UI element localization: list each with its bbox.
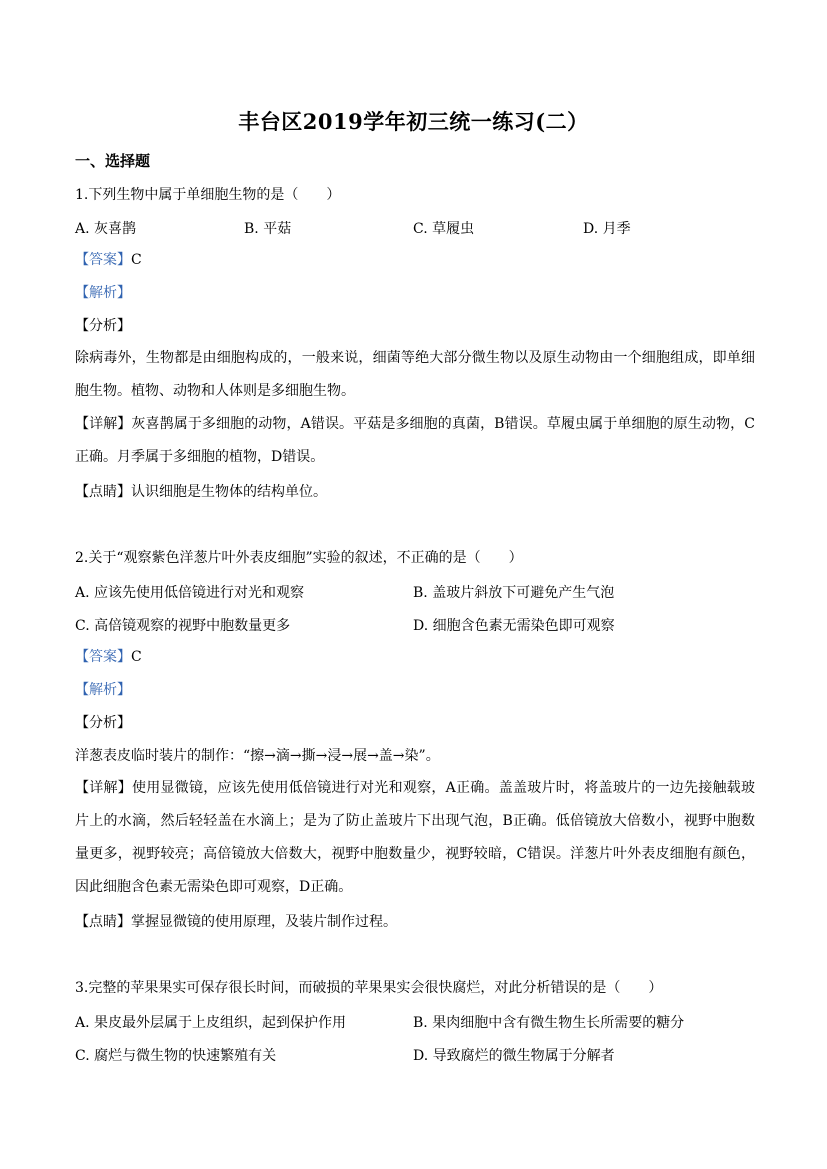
q3-option-b: B. 果肉细胞中含有微生物生长所需要的糖分 [413, 1015, 685, 1031]
q1-option-c: C. 草履虫 [413, 221, 475, 237]
q2-fenxi-tag: 【分析】 [75, 715, 131, 731]
q1-option-b: B. 平菇 [244, 221, 292, 237]
q2-analysis-tag: 【解析】 [75, 682, 131, 698]
section-heading: 一、选择题 [75, 152, 151, 170]
q1-fenxi-tag: 【分析】 [75, 318, 131, 334]
q2-option-c: C. 高倍镜观察的视野中胞数量更多 [75, 618, 291, 634]
q2-note: 【点睛】掌握显微镜的使用原理，及装片制作过程。 [75, 914, 397, 930]
q1-fenxi: 除病毒外，生物都是由细胞构成的，一般来说，细菌等绝大部分微生物以及原生动物由一个细胞组成，即单细胞生物。植物、动物和人体则是多细胞生物。 [75, 350, 755, 399]
q3-stem: 3.完整的苹果果实可保存很长时间，而破损的苹果果实会很快腐烂，对此分析错误的是（ ） [75, 980, 663, 996]
q3-option-c: C. 腐烂与微生物的快速繁殖有关 [75, 1048, 277, 1064]
q2-fenxi: 洋葱表皮临时装片的制作：“擦→滴→撕→浸→展→盖→染”。 [75, 748, 440, 764]
q2-answer-value: C [131, 649, 142, 665]
q2-option-a: A. 应该先使用低倍镜进行对光和观察 [75, 585, 305, 601]
q2-option-b: B. 盖玻片斜放下可避免产生气泡 [413, 585, 615, 601]
q1-detail: 【详解】灰喜鹊属于多细胞的动物，A错误。平菇是多细胞的真菌，B错误。草履虫属于单细胞的原生动物，C正确。月季属于多细胞的植物，D错误。 [75, 416, 755, 465]
page-title: 丰台区2019学年初三统一练习(二） [238, 109, 589, 134]
q2-stem: 2.关于“观察紫色洋葱片叶外表皮细胞”实验的叙述，不正确的是（ ） [75, 550, 523, 566]
q2-detail: 【详解】使用显微镜，应该先使用低倍镜进行对光和观察，A正确。盖盖玻片时，将盖玻片的一边先接触载玻片上的水滴，然后轻轻盖在水滴上；是为了防止盖玻片下出现气泡，B正确。低倍镜放大倍数小，视野中胞数量更多，视野较亮；高倍镜放大倍数大，视野中胞数量少，视野较暗，C错误。洋葱片叶外表皮细胞有颜色，因此细胞含色素无需染色即可观察，D正确。 [75, 780, 755, 895]
q2-answer-tag: 【答案】 [75, 649, 131, 665]
q3-option-a: A. 果皮最外层属于上皮组织，起到保护作用 [75, 1015, 347, 1031]
q1-note: 【点睛】认识细胞是生物体的结构单位。 [75, 484, 327, 500]
q1-answer-tag: 【答案】 [75, 252, 131, 268]
q1-option-a: A. 灰喜鹊 [75, 221, 137, 237]
q3-option-d: D. 导致腐烂的微生物属于分解者 [413, 1048, 615, 1064]
q2-answer [75, 648, 142, 666]
q1-answer-value: C [131, 252, 142, 268]
q1-answer [75, 251, 142, 269]
q2-option-d: D. 细胞含色素无需染色即可观察 [413, 618, 615, 634]
q1-analysis-tag: 【解析】 [75, 285, 131, 301]
q1-stem: 1.下列生物中属于单细胞生物的是（ ） [75, 187, 341, 203]
q1-option-d: D. 月季 [583, 221, 631, 237]
